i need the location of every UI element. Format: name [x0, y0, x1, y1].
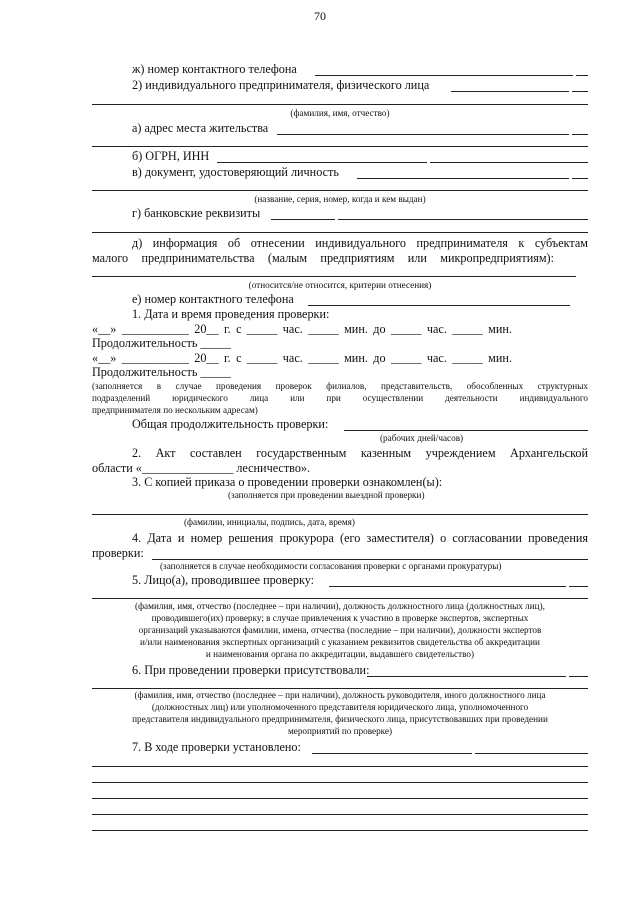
field-line: [569, 676, 588, 677]
duration-row-2[interactable]: Продолжительность _____: [92, 365, 231, 379]
phone-number-field[interactable]: [308, 305, 570, 306]
findings-line[interactable]: [92, 766, 588, 767]
findings-label: 7. В ходе проверки установлено:: [132, 740, 301, 754]
findings-line[interactable]: [92, 782, 588, 783]
findings-line[interactable]: [92, 814, 588, 815]
identity-document-field[interactable]: [357, 178, 569, 179]
present-persons-label: 6. При проведении проверки присутствовали:: [132, 663, 370, 677]
present-persons-field[interactable]: [367, 676, 566, 677]
inspector-field-continued[interactable]: [92, 598, 588, 599]
address-field[interactable]: [277, 134, 569, 135]
ogrn-field[interactable]: [217, 162, 427, 163]
duration-row-1[interactable]: Продолжительность _____: [92, 336, 231, 350]
small-business-info-line2: малого предпринимательства (малым предприятиям или микропредприятиям):: [92, 251, 554, 265]
field-line: [569, 586, 588, 587]
field-line: [572, 134, 588, 135]
order-acknowledgement-label: 3. С копией приказа о проведении проверки ознакомлен(ы):: [132, 475, 443, 489]
workdays-caption: (рабочих дней/часов): [380, 433, 464, 443]
bank-details-field-continued[interactable]: [92, 232, 588, 233]
prosecutor-decision-line2: проверки:: [92, 546, 144, 560]
bank-details-field[interactable]: [271, 219, 335, 220]
branch-note-line2: подразделений юридического лица или при осуществлении деятельности индивидуального: [92, 393, 588, 403]
inn-field[interactable]: [430, 162, 588, 163]
present-caption-3: представителя индивидуального предпринимателя, физического лица, присутствовавших при проведении: [132, 714, 548, 724]
branch-note-line3: предпринимателя по нескольким адресам): [92, 405, 258, 415]
total-duration-field[interactable]: [344, 430, 588, 431]
identity-document-caption: (название, серия, номер, когда и кем выдан): [254, 194, 426, 204]
inspection-datetime-label: 1. Дата и время проведения проверки:: [132, 307, 330, 321]
order-acknowledgement-field[interactable]: [92, 514, 588, 515]
individual-entrepreneur-field[interactable]: [451, 91, 569, 92]
small-business-caption: (относится/не относится, критерии отнесения): [248, 280, 432, 290]
ogrn-inn-label: б) ОГРН, ИНН: [132, 149, 210, 163]
present-caption-2: (должностных лиц) или уполномоченного представителя юридического лица, уполномоченного: [151, 702, 529, 712]
inspector-caption-4: и/или наименования экспертных организаций с указанием реквизитов свидетельства об аккредитации: [140, 637, 540, 647]
act-statement-line1: 2. Акт составлен государственным казенным учреждением Архангельской: [132, 446, 588, 460]
address-field-continued[interactable]: [92, 146, 588, 147]
inspector-caption-1: (фамилия, имя, отчество (последнее – при наличии), должность должностного лица (должностных лиц),: [135, 601, 545, 611]
identity-document-field-continued[interactable]: [92, 190, 588, 191]
branch-note-line1: (заполняется в случае проведения проверок филиалов, представительств, обособленных структурных: [92, 381, 588, 391]
field-line: [572, 91, 588, 92]
signature-caption: (фамилии, инициалы, подпись, дата, время): [184, 517, 355, 527]
prosecutor-caption: (заполняется в случае необходимости согласования проверки с органами прокуратуры): [160, 561, 502, 571]
findings-line[interactable]: [92, 830, 588, 831]
identity-document-label: в) документ, удостоверяющий личность: [132, 165, 339, 179]
findings-field[interactable]: [312, 753, 472, 754]
full-name-caption: (фамилия, имя, отчество): [290, 108, 390, 118]
prosecutor-decision-field[interactable]: [152, 559, 588, 560]
individual-entrepreneur-label: 2) индивидуального предпринимателя, физического лица: [132, 78, 430, 92]
field-line: [572, 178, 588, 179]
inspector-label: 5. Лицо(а), проводившее проверку:: [132, 573, 315, 587]
order-acknowledgement-caption: (заполняется при проведении выездной проверки): [228, 490, 425, 500]
present-persons-field-continued[interactable]: [92, 688, 588, 689]
prosecutor-decision-line1: 4. Дата и номер решения прокурора (его заместителя) о согласовании проведения: [132, 531, 588, 545]
small-business-info-line1: д) информация об отнесении индивидуального предпринимателя к субъектам: [132, 236, 588, 250]
inspector-field[interactable]: [329, 586, 566, 587]
contact-phone-field[interactable]: [315, 75, 573, 76]
inspector-caption-3: организаций указываются фамилии, имена, отчества (последние – при наличии), должности экспертов: [138, 625, 542, 635]
small-business-field[interactable]: [92, 276, 576, 277]
findings-line[interactable]: [92, 798, 588, 799]
inspector-caption-2: проводившего(их) проверку; в случае привлечения к участию в проверке экспертов, экспертных: [151, 613, 529, 623]
field-line: [475, 753, 588, 754]
full-name-field[interactable]: [92, 104, 588, 105]
field-line: [576, 75, 588, 76]
address-label: а) адрес места жительства: [132, 121, 269, 135]
page-number: 70: [314, 9, 326, 23]
schedule-row-2[interactable]: «__» ___________ 20__ г. с _____ час. _____ мин. до _____ час. _____ мин.: [92, 351, 512, 365]
contact-phone-label: ж) номер контактного телефона: [132, 62, 297, 76]
schedule-row-1[interactable]: «__» ___________ 20__ г. с _____ час. _____ мин. до _____ час. _____ мин.: [92, 322, 512, 336]
present-caption-1: (фамилия, имя, отчество (последнее – при наличии), должность руководителя, иного должностного лица: [134, 690, 546, 700]
total-duration-label: Общая продолжительность проверки:: [132, 417, 329, 431]
field-line: [338, 219, 588, 220]
act-statement-line2: области «_______________ лесничество».: [92, 461, 311, 475]
inspector-caption-5: и наименования органа по аккредитации, выдавшего свидетельство): [205, 649, 475, 659]
bank-details-label: г) банковские реквизиты: [132, 206, 261, 220]
phone-number-label: е) номер контактного телефона: [132, 292, 294, 306]
present-caption-4: мероприятий по проверке): [287, 726, 393, 736]
